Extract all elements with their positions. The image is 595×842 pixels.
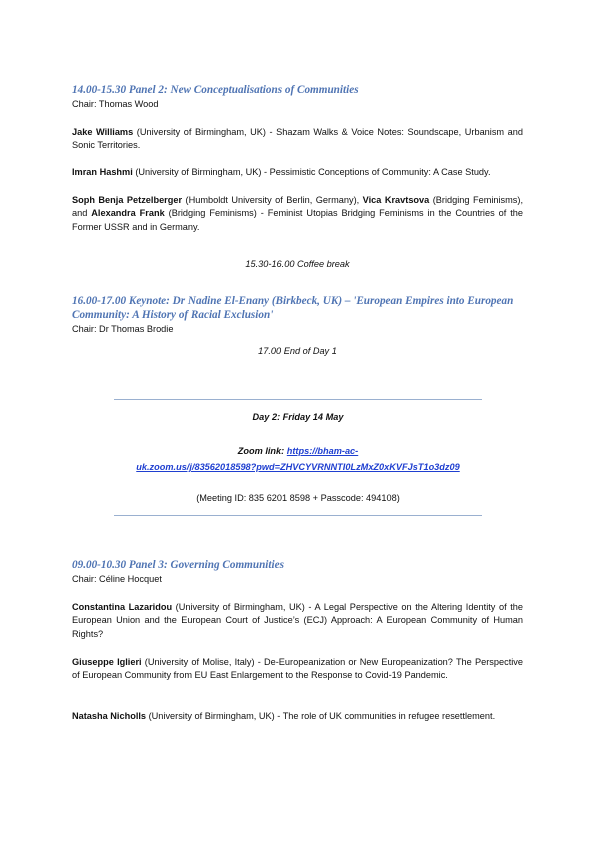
talk-details: (Bridging Feminisms), and [72,195,523,219]
panel-2-heading: 14.00-15.30 Panel 2: New Conceptualisations of Communities [72,84,359,96]
panel-2-entry [72,166,523,179]
keynote-heading: 16.00-17.00 Keynote: Dr Nadine El-Enany (Birkbeck, UK) – 'European Empires into European Community: A History of Racial Exclusion' [72,295,514,321]
end-of-day-1: 17.00 End of Day 1 [258,346,337,356]
panel-3-heading: 09.00-10.30 Panel 3: Governing Communities [72,559,284,571]
zoom-link-label: Zoom link: [237,446,287,456]
talk-details: (University of Birmingham, UK) - Pessimistic Conceptions of Community: A Case Study. [132,167,491,177]
panel-3-chair: Chair: Céline Hocquet [72,574,162,584]
speaker-name: Constantina Lazaridou [72,602,173,612]
speaker-name: Imran Hashmi [72,167,133,177]
speaker-name: Alexandra Frank [91,208,165,219]
talk-details: (University of Birmingham, UK) - The role of UK communities in refugee resettlement. [146,711,496,721]
speaker-name: Soph Benja Petzelberger [72,195,183,205]
talk-details: (University of Birmingham, UK) - Shazam Walks & Voice Notes: Soundscape, Urbanism and Sonic Territories. [72,127,523,151]
day-2-title: Day 2: Friday 14 May [252,412,344,422]
zoom-link-block [114,443,482,475]
panel-2-entry [72,194,523,234]
talk-details: (University of Birmingham, UK) - A Legal Perspective on the Altering Identity of the European Union and the European Court of Justice’s (ECJ) Approach: A European Community of Human Rights? [72,602,523,639]
coffee-break: 15.30-16.00 Coffee break [245,259,350,269]
meeting-info: (Meeting ID: 835 6201 8598 + Passcode: 494108) [196,493,400,503]
panel-3-entry [72,710,523,723]
panel-2-chair: Chair: Thomas Wood [72,99,159,109]
panel-2-entry [72,126,523,153]
keynote-section [72,294,523,335]
speaker-name: Vica Kravtsova [362,195,430,205]
panel-3-entry [72,656,523,683]
keynote-chair: Chair: Dr Thomas Brodie [72,324,174,334]
talk-details: (Bridging Feminisms) - Feminist Utopias Bridging Feminisms in the Countries of the Former USSR and in Germany. [72,208,523,232]
speaker-name: Jake Williams [72,127,134,137]
zoom-link[interactable]: https://bham-ac- uk.zoom.us/j/83562018598?pwd=ZHVCYVRNNTI0LzMxZ0xKVFJsT1o3dz09 [136,446,460,472]
panel-2-section [72,83,523,110]
panel-3-entry [72,601,523,641]
speaker-name: Giuseppe Iglieri [72,657,142,667]
panel-3-section [72,558,523,585]
talk-details: (Humboldt University of Berlin, Germany), [182,195,363,205]
speaker-name: Natasha Nicholls [72,711,147,721]
bottom-divider [114,515,482,516]
top-divider [114,399,482,400]
talk-details: (University of Molise, Italy) - De-Europeanization or New Europeanization? The Perspective of European Community from EU East Enlargement to the Response to Covid-19 Pandemic. [72,657,523,681]
